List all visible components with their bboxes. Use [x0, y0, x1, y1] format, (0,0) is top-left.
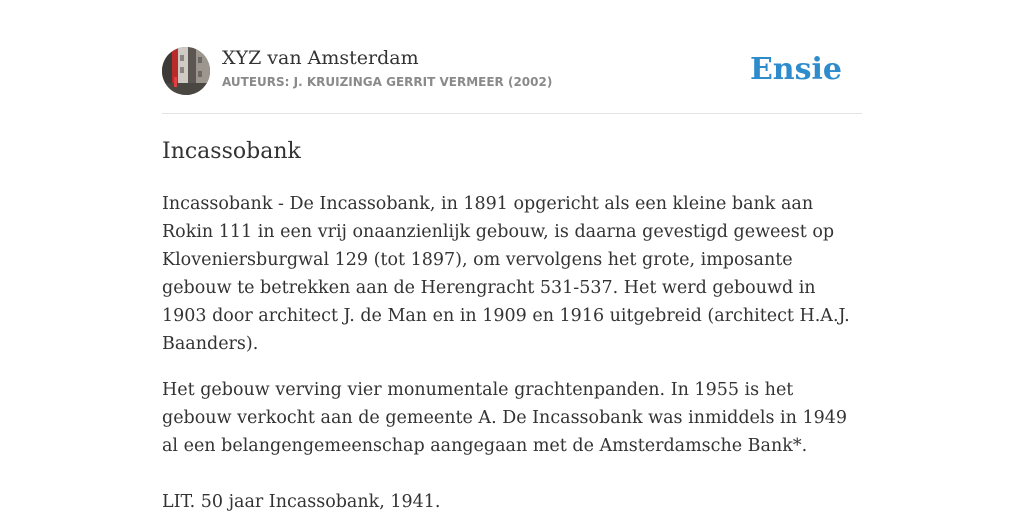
book-header [162, 46, 862, 96]
entry-literature: LIT. 50 jaar Incassobank, 1941. [162, 492, 441, 512]
entry-title: Incassobank [162, 139, 301, 164]
ensie-logo-link[interactable]: Ensie [749, 52, 842, 87]
entry-paragraph: Het gebouw verving vier monumentale grachtenpanden. In 1955 is het gebouw verkocht aan de gemeente A. De Incassobank was inmiddels in 1949 al een belangengemeenschap aangegaan met de Amsterdamsche Bank*. [162, 380, 848, 456]
header-divider [162, 113, 862, 114]
book-cover-image [162, 47, 210, 95]
book-authors: AUTEURS: J. KRUIZINGA GERRIT VERMEER (2002) [222, 75, 553, 89]
entry-body [162, 190, 862, 512]
book-cover-avatar[interactable] [162, 47, 210, 95]
entry-paragraph: Incassobank - De Incassobank, in 1891 opgericht als een kleine bank aan Rokin 111 in een vrij onaanzienlijk gebouw, is daarna gevestigd geweest op Kloveniersburgwal 129 (tot 1897), om vervolgens het grote, imposante gebouw te betrekken aan de Herengracht 531-537. Het werd gebouwd in 1903 door architect J. de Man en in 1909 en 1916 uitgebreid (architect H.A.J. Baanders). [162, 194, 850, 354]
book-title[interactable]: XYZ van Amsterdam [222, 47, 419, 69]
